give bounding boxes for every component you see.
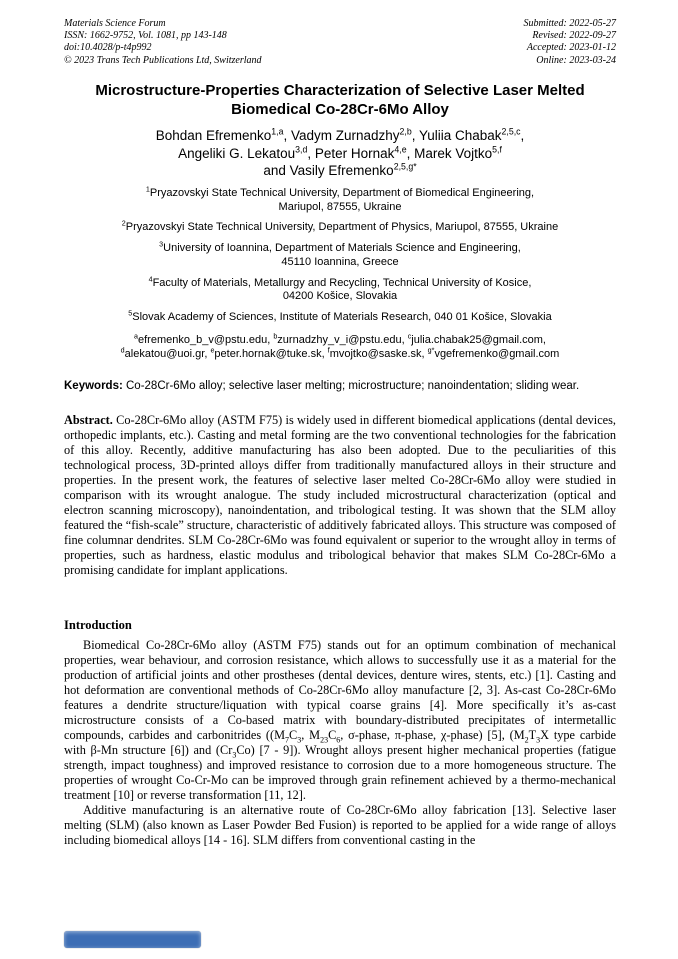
affiliation bbox=[64, 221, 616, 235]
keywords-line bbox=[64, 379, 616, 394]
subscript: 2 bbox=[524, 735, 529, 745]
email-line bbox=[64, 347, 616, 361]
superscript: b bbox=[273, 332, 278, 341]
license-badge bbox=[64, 931, 201, 948]
text-segment: Slovak Academy of Sciences, Institute of Materials Research, 040 01 Košice, Slovakia bbox=[132, 311, 552, 324]
text-segment: University of Ioannina, Department of Materials Science and Engineering, bbox=[163, 242, 521, 255]
text-segment: , bbox=[520, 128, 525, 144]
journal-info-line: Materials Science Forum bbox=[64, 18, 166, 29]
text-segment: Keywords: bbox=[64, 380, 123, 393]
text-segment: 45110 Ioannina, Greece bbox=[281, 255, 399, 268]
text-segment: , σ-phase, π-phase, χ-phase) [5], (M bbox=[340, 727, 525, 742]
journal-info-line: ISSN: 1662-9752, Vol. 1081, pp 143-148 bbox=[64, 30, 227, 42]
superscript: 2,5,c bbox=[501, 126, 521, 137]
text-segment: Biomedical Co-28Cr-6Mo alloy (ASTM F75) stands out for an optimum combination of mechanical properties, wear behaviour, and corrosion resistance, which allows to successfully use it as a material for the production of artificial joints and other prostheses (dental devices, denture wires, stents, etc.) [1]. Casting and hot deformation are conventional methods of Co-28Cr-6Mo alloy manufacture [2, 3]. As-cast Co-28Cr-6Mo features a dendrite structure/liquation with typical coarse grains [4]. More specifically it’s as-cast microstructure consists of a Co-based matrix with boundary-distributed precipitates of intermetallic compounds, carbides and carbonitrides ((M bbox=[64, 637, 616, 742]
subscript: 3 bbox=[536, 735, 541, 745]
subscript: 6 bbox=[336, 735, 341, 745]
superscript: 5 bbox=[128, 309, 133, 318]
text-segment: 04200 Košice, Slovakia bbox=[282, 290, 398, 303]
text-segment: T bbox=[528, 727, 537, 742]
paper-title bbox=[64, 82, 616, 120]
submission-date-line: Submitted: 2022-05-27 bbox=[523, 18, 616, 29]
text-segment: , M bbox=[301, 727, 321, 742]
journal-info-line: doi:10.4028/p-t4p992 bbox=[64, 42, 152, 54]
text-segment: Angeliki G. Lekatou bbox=[178, 145, 296, 161]
subscript: 3 bbox=[297, 735, 302, 745]
text-segment: X type carbide with β-Mn structure [6]) and (Cr bbox=[64, 727, 617, 757]
superscript: d bbox=[120, 346, 125, 355]
superscript: 5,f bbox=[492, 144, 502, 155]
text-segment: Pryazovskyi State Technical University, Department of Physics, Mariupol, 87555, Ukraine bbox=[125, 221, 559, 234]
superscript: a bbox=[134, 332, 138, 341]
paragraph bbox=[64, 803, 616, 848]
paragraph bbox=[64, 638, 616, 803]
author-line bbox=[64, 162, 616, 180]
paper-title-line: Microstructure-Properties Characterization of Selective Laser Melted bbox=[95, 81, 585, 99]
text-segment: zurnadzhy_v_i@pstu.edu, bbox=[277, 333, 408, 346]
journal-header bbox=[64, 18, 616, 67]
text-segment: alekatou@uoi.gr, bbox=[124, 348, 211, 361]
text-segment: C bbox=[328, 727, 337, 742]
affiliation bbox=[64, 187, 616, 215]
author-line bbox=[64, 145, 616, 163]
superscript: 2,5,g* bbox=[393, 161, 417, 172]
text-segment: , Vadym Zurnadzhy bbox=[283, 128, 400, 144]
superscript: 3 bbox=[159, 240, 164, 249]
text-segment: julia.chabak25@gmail.com, bbox=[411, 333, 546, 346]
superscript: 2,b bbox=[399, 126, 412, 137]
superscript: 1,a bbox=[271, 126, 284, 137]
text-segment: Co) [7 - 9]). Wrought alloys present higher mechanical properties (fatigue strength, impact toughness) and improved resistance to corrosion due to a more homogeneous structure. The properties of wrought Co-Cr-Mo can be improved through grain refinement achieved by a thermo-mechanical treatment [10] or reverse transformation [11, 12]. bbox=[64, 742, 616, 802]
text-segment: Additive manufacturing is an alternative route of Co-28Cr-6Mo alloy fabrication [13]. Selective laser melting (SLM) (also known as Laser Powder Bed Fusion) is reported to be applied for a wide range of alloys including biomedical alloys [14 - 16]. SLM differs from conventional casting in the bbox=[64, 802, 616, 847]
superscript: 4,e bbox=[394, 144, 407, 155]
superscript: 1 bbox=[145, 185, 150, 194]
subscript: 23 bbox=[320, 735, 329, 745]
text-segment: peter.hornak@tuke.sk, bbox=[214, 348, 328, 361]
affiliation-list bbox=[64, 187, 616, 325]
text-segment: and Vasily Efremenko bbox=[263, 163, 394, 179]
submission-date-line: Online: 2023-03-24 bbox=[536, 54, 616, 66]
author-line bbox=[64, 127, 616, 145]
text-segment: , Peter Hornak bbox=[307, 145, 395, 161]
introduction-body bbox=[64, 638, 616, 848]
superscript: c bbox=[407, 332, 412, 341]
superscript: e bbox=[210, 346, 215, 355]
text-segment: C bbox=[289, 727, 298, 742]
text-segment: , Marek Vojtko bbox=[406, 145, 493, 161]
superscript: 4 bbox=[148, 274, 153, 283]
subscript: 3 bbox=[232, 750, 237, 760]
text-segment: vgefremenko@gmail.com bbox=[434, 348, 560, 361]
paper-title-line: Biomedical Co-28Cr-6Mo Alloy bbox=[231, 100, 449, 118]
author-emails bbox=[64, 333, 616, 362]
affiliation bbox=[64, 311, 616, 325]
affiliation bbox=[64, 242, 616, 270]
submission-dates bbox=[524, 18, 617, 67]
text-segment: Faculty of Materials, Metallurgy and Recycling, Technical University of Kosice, bbox=[152, 276, 532, 289]
text-segment: efremenko_b_v@pstu.edu, bbox=[138, 333, 274, 346]
submission-date-line: Accepted: 2023-01-12 bbox=[526, 42, 616, 54]
superscript: f bbox=[327, 346, 330, 355]
subscript: 7 bbox=[285, 735, 290, 745]
journal-info bbox=[64, 18, 262, 67]
section-heading-introduction: Introduction bbox=[64, 617, 132, 632]
superscript: 3,d bbox=[295, 144, 308, 155]
text-segment: Co-28Cr-6Mo alloy; selective laser melting; microstructure; nanoindentation; sliding wear. bbox=[122, 380, 580, 393]
text-segment: Pryazovskyi State Technical University, Department of Biomedical Engineering, bbox=[149, 186, 535, 199]
text-segment: Abstract. bbox=[64, 412, 113, 427]
superscript: 2 bbox=[121, 219, 126, 228]
superscript: g* bbox=[427, 346, 435, 355]
affiliation bbox=[64, 274, 616, 305]
text-segment: mvojtko@saske.sk, bbox=[329, 348, 428, 361]
abstract-paragraph bbox=[64, 413, 616, 578]
text-segment: Co-28Cr-6Mo alloy (ASTM F75) is widely used in different biomedical applications (dental devices, orthopedic implants, etc.). Casting and metal forming are the two conventional technologies for the fabrication of this alloy. Recently, additive manufacturing has also been adopted. Due to the peculiarities of this technological process, 3D-printed alloys differ from traditionally manufactured alloys in their structure and properties. In the present work, the features of selective laser melted Co-28Cr-6Mo alloy were studied in comparison with its wrought analogue. The study included microstructural characterization (optical and electron scanning microscopy), nanoindentation, and tribological testing. It was shown that the SLM alloy featured the “fish-scale” structure, characteristic of additively fabricated alloys. This structure was composed of fine columnar dendrites. SLM Co-28Cr-6Mo was found equivalent or superior to the wrought alloy in terms of properties, such as hardness, elastic modulus and tribological behavior that makes SLM Co-28Cr-6Mo a promising candidate for implant applications. bbox=[64, 412, 616, 577]
text-segment: Bohdan Efremenko bbox=[155, 128, 272, 144]
submission-date-line: Revised: 2022-09-27 bbox=[532, 30, 616, 42]
text-segment: , Yuliia Chabak bbox=[411, 128, 502, 144]
author-list bbox=[64, 127, 616, 180]
journal-info-line: © 2023 Trans Tech Publications Ltd, Switzerland bbox=[64, 54, 262, 66]
email-line bbox=[64, 333, 616, 347]
text-segment: Mariupol, 87555, Ukraine bbox=[278, 200, 402, 213]
